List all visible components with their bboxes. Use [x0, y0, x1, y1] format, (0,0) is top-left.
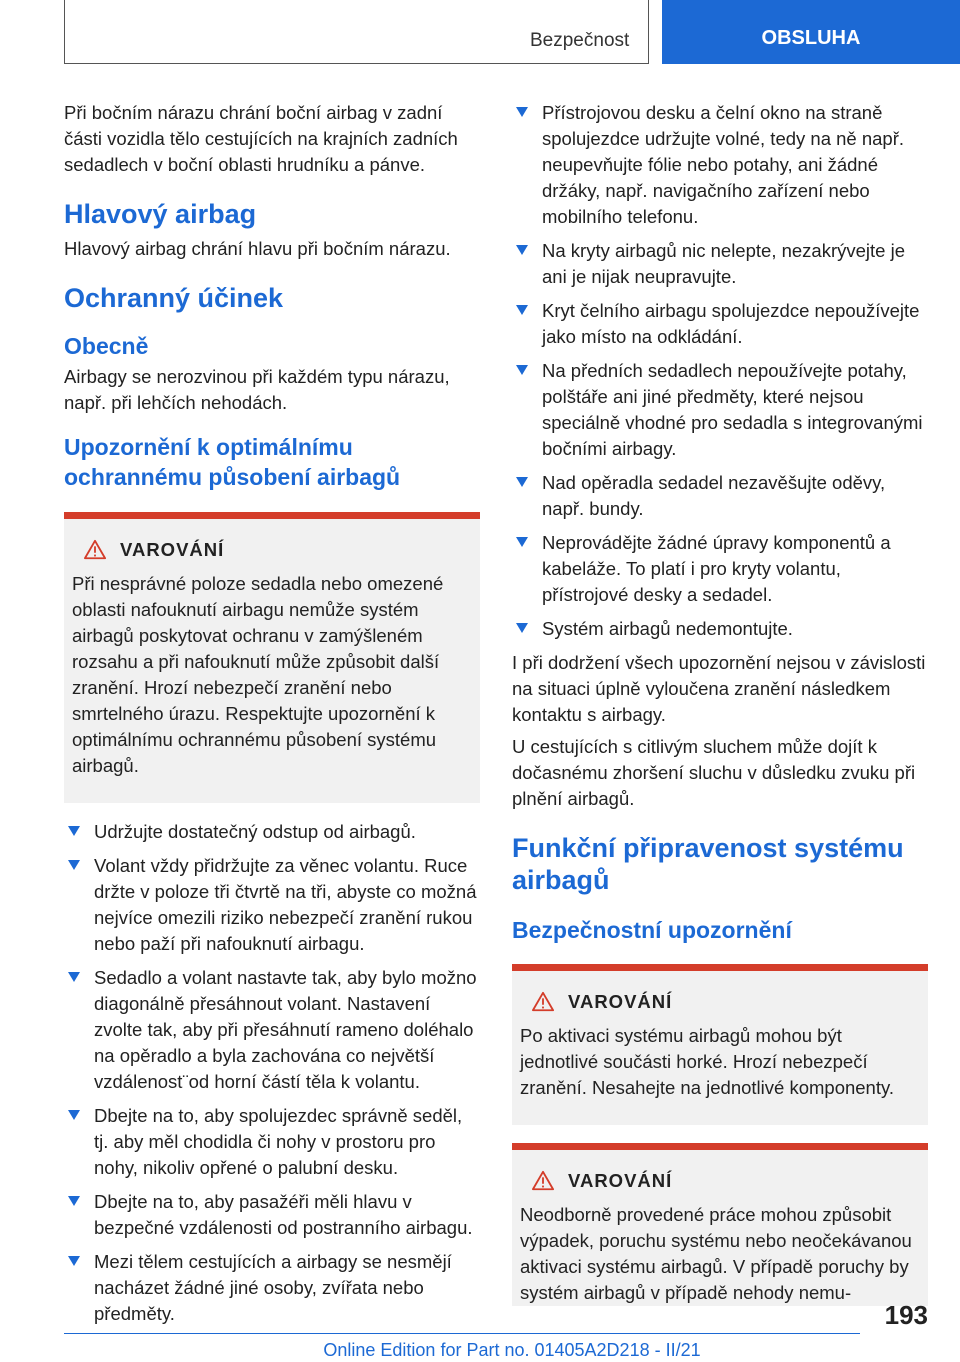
warning-title [520, 1168, 920, 1194]
bullet-triangle-icon [516, 623, 528, 633]
safety-notes-heading: Bezpečnostní upozornění [512, 917, 792, 943]
warning-text: Po aktivaci systému airbagů mohou být jednotlivé součásti horké. Hrozí nebezpečí zranění. Nesahejte na jednotlivé komponenty. [520, 1025, 895, 1098]
general-heading: Obecně [64, 333, 149, 359]
header-section-title: Bezpečnost [530, 30, 630, 51]
warning-triangle-icon [532, 991, 554, 1013]
footer-divider [64, 1333, 860, 1334]
right-bullet-list [512, 100, 928, 642]
list-item: Přístrojovou desku a čelní okno na straně spolujezdce udržujte volné, tedy na ně např. neupevňujte fólie nebo potahy, ani žádné držáky, např. navigačního zařízení nebo mobilního telefonu. [512, 100, 928, 230]
list-item: Udržujte dostatečný odstup od airbagů. [64, 819, 480, 845]
hearing-paragraph: U cestujících s citlivým sluchem může dojít k dočasnému zhoršení sluchu v důsledku zvuku při plnění airbagů. [512, 736, 916, 809]
bullet-triangle-icon [68, 972, 80, 982]
bullet-triangle-icon [516, 305, 528, 315]
bullet-triangle-icon [68, 1256, 80, 1266]
bullet-triangle-icon [516, 245, 528, 255]
page-number: 193 [884, 1300, 928, 1330]
list-item: Neprovádějte žádné úpravy komponentů a kabeláže. To platí i pro kryty volantu, přístrojové desky a sedadel. [512, 530, 928, 608]
readiness-heading: Funkční připravenost systému airbagů [512, 833, 904, 895]
list-item: Systém airbagů nedemontujte. [512, 616, 928, 642]
footer-edition-link[interactable]: Online Edition for Part no. 01405A2D218 - II/21 [323, 1340, 701, 1360]
bullet-triangle-icon [516, 477, 528, 487]
list-item: Na kryty airbagů nic nelepte, nezakrývejte je ani je nijak neupravujte. [512, 238, 928, 290]
notes-heading: Upozornění k optimálnímu ochrannému působení airbagů [64, 434, 401, 490]
injury-paragraph: I při dodržení všech upozornění nejsou v závislosti na situaci úplně vyloučena zranění následkem kontaktu s airbagy. [512, 652, 926, 725]
warning-title-text: VAROVÁNÍ [120, 539, 225, 560]
bullet-triangle-icon [68, 826, 80, 836]
left-column [64, 100, 480, 1335]
left-bullet-list [64, 819, 480, 1327]
intro-paragraph: Při bočním nárazu chrání boční airbag v zadní části vozidla tělo cestujících na krajních zadních sedadlech v boční oblasti hrudníku a pánve. [64, 102, 458, 175]
warning-title [72, 537, 472, 563]
list-item: Dbejte na to, aby spolujezdec správně seděl, tj. aby měl chodidla či nohy v prostoru pro nohy, nikoliv opřené o palubní desku. [64, 1103, 480, 1181]
head-airbag-heading: Hlavový airbag [64, 199, 257, 229]
bullet-triangle-icon [516, 365, 528, 375]
warning-triangle-icon [532, 1170, 554, 1192]
warning-title [520, 989, 920, 1015]
general-text: Airbagy se nerozvinou při každém typu nárazu, např. při lehčích nehodách. [64, 366, 450, 413]
header-chapter-tab: OBSLUHA [662, 0, 960, 64]
list-item: Na předních sedadlech nepoužívejte potahy, polštáře ani jiné předměty, které nejsou speciálně vhodné pro sedadla s integrovanými bočními airbagy. [512, 358, 928, 462]
head-airbag-text: Hlavový airbag chrání hlavu při bočním nárazu. [64, 238, 451, 259]
warning-box [512, 1143, 928, 1306]
list-item: Sedadlo a volant nastavte tak, aby bylo možno diagonálně přesáhnout volant. Nastavení zvolte tak, aby při přesáhnutí rameno doléhalo na opěradlo a byla zachována co největší vzdálenost¨od horní částí těla k volantu. [64, 965, 480, 1095]
bullet-triangle-icon [68, 1196, 80, 1206]
right-column [512, 100, 928, 1322]
bullet-triangle-icon [516, 107, 528, 117]
bullet-triangle-icon [68, 1110, 80, 1120]
warning-box [512, 964, 928, 1125]
list-item: Nad opěradla sedadel nezavěšujte oděvy, např. bundy. [512, 470, 928, 522]
warning-title-text: VAROVÁNÍ [568, 1170, 673, 1191]
protective-effect-heading: Ochranný účinek [64, 283, 284, 313]
list-item: Volant vždy přidržujte za věnec volantu. Ruce držte v poloze tři čtvrtě na tři, abyste co možná nejvíce omezili riziko nebezpečí zranění rukou nebo paží při nafouknutí airbagu. [64, 853, 480, 957]
warning-triangle-icon [84, 539, 106, 561]
list-item: Dbejte na to, aby pasažéři měli hlavu v bezpečné vzdálenosti od postranního airbagu. [64, 1189, 480, 1241]
warning-title-text: VAROVÁNÍ [568, 991, 673, 1012]
bullet-triangle-icon [516, 537, 528, 547]
list-item: Kryt čelního airbagu spolujezdce nepoužívejte jako místo na odkládání. [512, 298, 928, 350]
warning-text: Neodborně provedené práce mohou způsobit výpadek, poruchu systému nebo neočekávanou aktivaci systému airbagů. V případě poruchy by systém airbagů v případě nehody nemu- [520, 1204, 912, 1303]
bullet-triangle-icon [68, 860, 80, 870]
warning-text: Při nesprávné poloze sedadla nebo omezené oblasti nafouknutí airbagu nemůže systém airbagů poskytovat ochranu v zamýšleném rozsahu a při nafouknutí může způsobit další zranění. Hrozí nebezpečí zranění nebo smrtelného úrazu. Respektujte upozornění k optimálnímu ochrannému působení systému airbagů. [72, 573, 444, 776]
list-item: Mezi tělem cestujících a airbagy se nesmějí nacházet žádné jiné osoby, zvířata nebo předměty. [64, 1249, 480, 1327]
warning-box [64, 512, 480, 803]
